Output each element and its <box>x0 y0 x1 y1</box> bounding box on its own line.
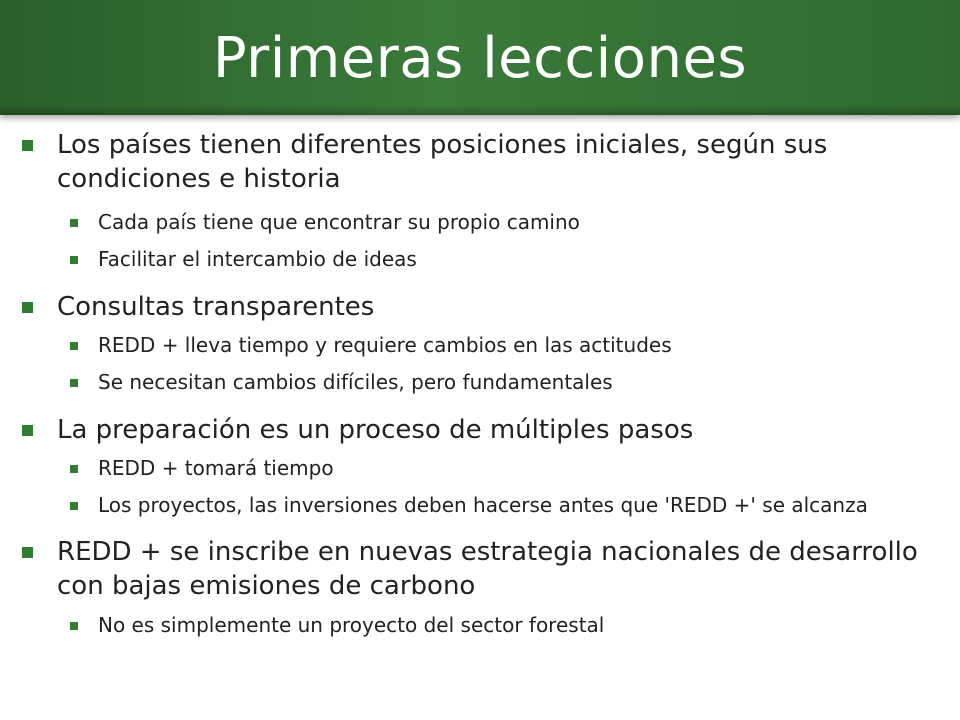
sub-bullet-item <box>0 247 960 272</box>
square-bullet-icon <box>70 465 78 473</box>
slide-title: Primeras lecciones <box>212 26 748 91</box>
bullet-item <box>0 413 960 447</box>
bullet-item <box>0 535 960 603</box>
bullet-text: La preparación es un proceso de múltiples pasos <box>57 415 694 445</box>
sub-bullet-item <box>0 210 960 235</box>
bullet-list <box>0 128 960 638</box>
bullet-item <box>0 128 960 196</box>
sub-bullet-item <box>0 370 960 395</box>
sub-bullet-text: Se necesitan cambios difíciles, pero fundamentales <box>98 370 613 394</box>
sub-bullet-item <box>0 493 960 518</box>
square-bullet-icon <box>70 256 78 264</box>
square-bullet-icon <box>70 502 78 510</box>
bullet-text: REDD + se inscribe en nuevas estrategia nacionales de desarrollo con bajas emisiones de carbono <box>57 537 918 601</box>
bullet-item <box>0 290 960 324</box>
square-bullet-icon <box>22 547 33 558</box>
sub-bullet-item <box>0 333 960 358</box>
square-bullet-icon <box>70 622 78 630</box>
square-bullet-icon <box>22 425 33 436</box>
square-bullet-icon <box>70 342 78 350</box>
sub-bullet-text: REDD + lleva tiempo y requiere cambios en las actitudes <box>98 333 672 357</box>
sub-bullet-text: Facilitar el intercambio de ideas <box>98 247 417 271</box>
sub-bullet-text: Los proyectos, las inversiones deben hacerse antes que 'REDD +' se alcanza <box>98 493 868 517</box>
square-bullet-icon <box>22 140 33 151</box>
sub-bullet-text: No es simplemente un proyecto del sector forestal <box>98 613 605 637</box>
bullet-text: Los países tienen diferentes posiciones iniciales, según sus condiciones e historia <box>57 130 828 194</box>
sub-bullet-text: REDD + tomará tiempo <box>98 456 334 480</box>
sub-bullet-item <box>0 613 960 638</box>
square-bullet-icon <box>22 302 33 313</box>
sub-bullet-item <box>0 456 960 481</box>
title-bar <box>0 0 960 115</box>
square-bullet-icon <box>70 219 78 227</box>
sub-bullet-text: Cada país tiene que encontrar su propio camino <box>98 210 580 234</box>
bullet-text: Consultas transparentes <box>57 292 375 322</box>
square-bullet-icon <box>70 379 78 387</box>
